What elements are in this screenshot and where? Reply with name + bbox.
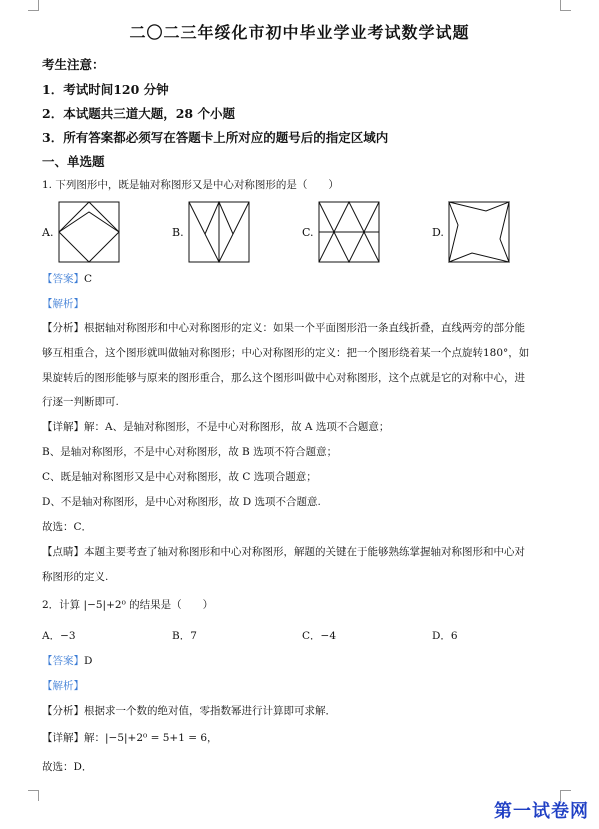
q1-detail-3: C、既是轴对称图形又是中心对称图形，故 C 选项合题意； [42,471,317,483]
q1-fenxi-3: 果旋转后的图形能够与原来的图形重合，那么这个图形叫做中心对称图形，这个点就是它的对称中心，进 [42,372,525,384]
q2-answer-tag: 【答案】 [42,655,84,667]
q1-stem: 1. 下列图形中，既是轴对称图形又是中心对称图形的是（ ） [42,179,339,191]
q1-option-a-label: A. [42,226,54,239]
q2-answer: D [84,655,93,667]
q2-detail-prefix: 【详解】解： [42,732,105,744]
q2-option-a: A．−3 [42,630,76,642]
q1-detail-4: D、不是轴对称图形，是中心对称图形，故 D 选项不合题意. [42,496,321,508]
q1-answer-tag: 【答案】 [42,273,84,285]
q2-stem-prefix: 2．计算 [42,599,81,611]
q2-fenxi: 【分析】根据求一个数的绝对值，零指数幂进行计算即可求解． [42,705,336,717]
q2-option-c: C．−4 [302,630,337,642]
q1-option-d-figure [448,201,510,263]
q2-conclusion: 故选：D． [42,761,93,773]
q2-option-b: B．7 [172,630,197,642]
corner-mark-top-left [28,0,39,11]
notice-item-3: 3．所有答案都必须写在答题卡上所对应的题号后的指定区域内 [42,130,389,145]
q2-stem [42,598,213,612]
q1-option-d-label: D. [432,226,444,239]
q2-stem-expression: |−5|+2⁰ [83,599,126,611]
q1-option-a-figure [58,201,120,263]
q2-option-d: D．6 [432,630,458,642]
q1-fenxi-2: 够互相重合，这个图形就叫做轴对称图形；中心对称图形的定义：把一个图形绕着某一个点旋转180°，如 [42,347,530,359]
notice-heading: 考生注意： [42,57,105,72]
q2-stem-suffix: 的结果是（ ） [129,599,214,611]
exam-title: 二〇二三年绥化市初中毕业学业考试数学试题 [129,23,470,42]
notice-item-1: 1．考试时间120 分钟 [42,82,169,97]
q1-fenxi-4: 行逐一判断即可. [42,396,119,408]
q1-option-c-figure [318,201,380,263]
q1-answer-line [42,272,92,286]
q1-option-b-label: B. [172,226,184,239]
section-heading: 一、单选题 [42,154,105,169]
q1-conclusion: 故选：C． [42,521,93,533]
q2-answer-line [42,654,92,668]
q1-dianjing-2: 称图形的定义. [42,571,109,583]
q2-analysis-tag: 【解析】 [42,680,84,692]
q1-detail-1: 【详解】解：A、是轴对称图形，不是中心对称图形，故 A 选项不合题意； [42,421,390,433]
q1-option-b-figure [188,201,250,263]
q1-dianjing-1: 【点睛】本题主要考查了轴对称图形和中心对称图形，解题的关键在于能够熟练掌握轴对称图形和中心对 [42,546,525,558]
q1-option-c-label: C. [302,226,314,239]
q1-analysis-tag: 【解析】 [42,298,84,310]
site-watermark-logo: 第一试卷网 [494,801,589,822]
q1-answer: C [84,273,93,285]
corner-mark-bottom-left [28,790,39,801]
q2-detail-suffix: ， [207,732,218,744]
notice-item-2: 2．本试题共三道大题，28 个小题 [42,106,235,121]
q1-fenxi-1: 【分析】根据轴对称图形和中心对称图形的定义：如果一个平面图形沿一条直线折叠，直线两旁的部分能 [42,322,525,334]
q1-detail-2: B、是轴对称图形，不是中心对称图形，故 B 选项不符合题意； [42,446,338,458]
q2-detail [42,731,218,745]
q2-detail-expression: |−5|+2⁰ = 5+1 = 6 [105,732,208,744]
corner-mark-top-right [560,0,571,11]
